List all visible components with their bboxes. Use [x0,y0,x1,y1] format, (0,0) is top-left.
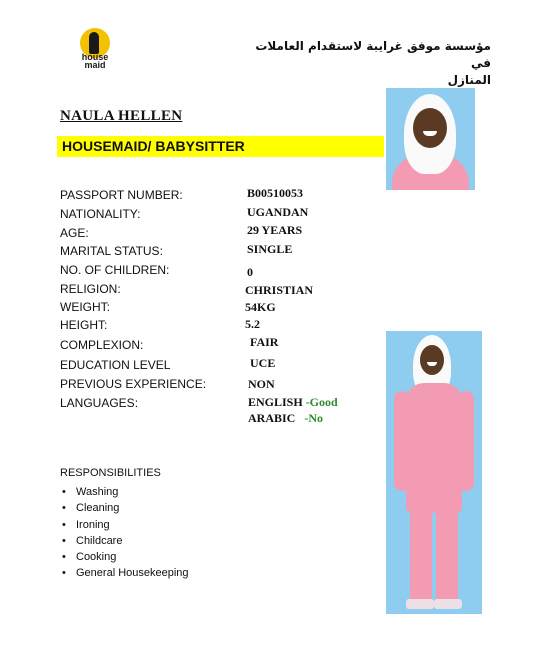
field-label-marital-status: MARITAL STATUS: [60,244,163,258]
field-label-education: EDUCATION LEVEL [60,358,171,372]
company-name-arabic [241,38,491,89]
company-name-line2: المنازل [447,73,491,87]
field-label-religion: RELIGION: [60,282,121,296]
field-label-children: NO. OF CHILDREN: [60,263,170,277]
field-label-nationality: NATIONALITY: [60,207,141,221]
field-value-age: 29 YEARS [247,223,303,237]
language-arabic [248,411,323,426]
list-item: • Ironing [60,517,189,533]
field-value-weight: 54KG [245,300,276,314]
responsibilities-heading: RESPONSIBILITIES [60,467,161,479]
field-label-age: AGE: [60,226,89,240]
field-label-weight: WEIGHT: [60,300,110,314]
language-arabic-name: ARABIC [248,411,296,425]
field-value-passport: B00510053 [247,186,304,200]
field-value-height: 5.2 [245,317,260,331]
field-label-height: HEIGHT: [60,318,108,332]
field-value-religion: CHRISTIAN [245,283,314,297]
field-label-complexion: COMPLEXION: [60,338,144,352]
language-arabic-level: -No [304,411,324,425]
field-value-experience: NON [248,377,275,391]
language-english [248,395,338,410]
candidate-name: NAULA HELLEN [60,108,183,124]
field-label-experience: PREVIOUS EXPERIENCE: [60,377,207,391]
field-value-education: UCE [250,356,276,370]
list-item: • Childcare [60,533,189,549]
field-value-children: 0 [247,265,253,279]
responsibilities-list [60,484,189,582]
list-item: • Washing [60,484,189,500]
list-item: • General Housekeeping [60,565,189,581]
field-value-nationality: UGANDAN [247,205,309,219]
logo-text: house maid [81,52,109,70]
list-item: • Cleaning [60,500,189,516]
field-label-languages: LANGUAGES: [60,396,139,410]
list-item: • Cooking [60,549,189,565]
language-english-name: ENGLISH [248,395,303,409]
field-value-marital-status: SINGLE [247,242,293,256]
company-name-line1: مؤسسة موفق غرايبة لاستقدام العاملات في [255,39,491,70]
field-label-passport: PASSPORT NUMBER: [60,188,183,202]
company-logo [78,28,112,74]
full-body-photo [386,331,482,614]
field-value-complexion: FAIR [250,335,279,349]
headshot-photo [386,88,475,190]
language-english-level: -Good [305,395,338,409]
candidate-position: HOUSEMAID/ BABYSITTER [62,138,245,154]
